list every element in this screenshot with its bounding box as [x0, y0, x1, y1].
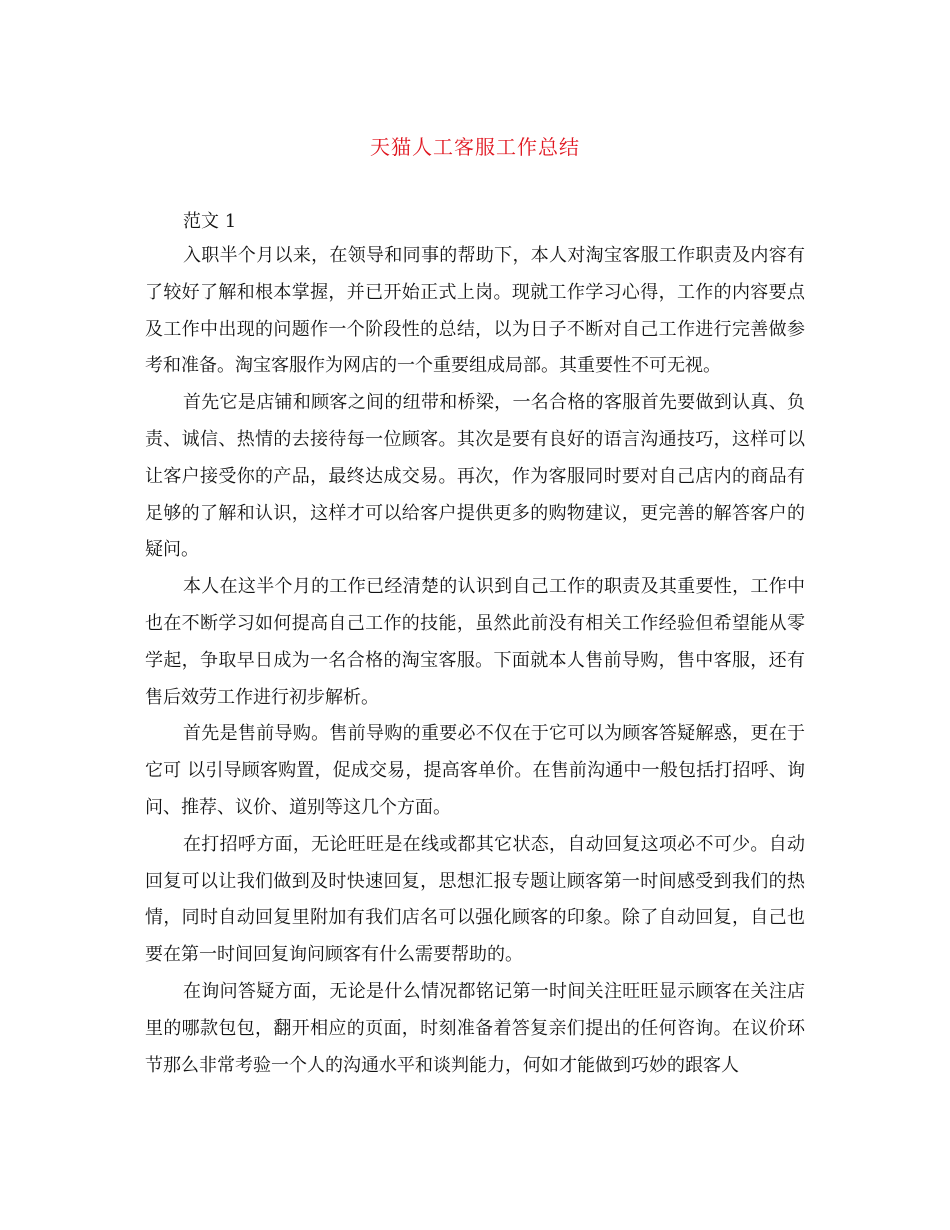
paragraph: 首先它是店铺和顾客之间的纽带和桥梁，一名合格的客服首先要做到认真、负责、诚信、热情的去接待每一位顾客。其次是要有良好的语言沟通技巧，这样可以让客户接受你的产品，最终达成交易。再次，作为客服同时要对自己店内的商品有足够的了解和认识，这样才可以给客户提供更多的购物建议，更完善的解答客户的疑问。: [145, 392, 805, 561]
document-body: [145, 238, 805, 1084]
paragraph: 在询问答疑方面，无论是什么情况都铭记第一时间关注旺旺显示顾客在关注店里的哪款包包，翻开相应的页面，时刻准备着答复亲们提出的任何咨询。在议价环节那么非常考验一个人的沟通水平和谈判能力，何如才能做到巧妙的跟客人: [145, 980, 805, 1076]
section-label: 范文 1: [183, 211, 237, 232]
paragraph: 在打招呼方面，无论旺旺是在线或都其它状态，自动回复这项必不可少。自动回复可以让我们做到及时快速回复，思想汇报专题让顾客第一时间感受到我们的热情，同时自动回复里附加有我们店名可以强化顾客的印象。除了自动回复，自己也要在第一时间回复询问顾客有什么需要帮助的。: [145, 833, 805, 966]
paragraph: 本人在这半个月的工作已经清楚的认识到自己工作的职责及其重要性，工作中也在不断学习如何提高自己工作的技能，虽然此前没有相关工作经验但希望能从零学起，争取早日成为一名合格的淘宝客服。下面就本人售前导购，售中客服，还有售后效劳工作进行初步解析。: [145, 576, 805, 708]
paragraph: 首先是售前导购。售前导购的重要必不仅在于它可以为顾客答疑解惑，更在于它可 以引导顾客购置，促成交易，提高客单价。在售前沟通中一般包括打招呼、询问、推荐、议价、道别等这几个方面。: [145, 723, 805, 818]
paragraph: 入职半个月以来，在领导和同事的帮助下，本人对淘宝客服工作职责及内容有了较好了解和根本掌握，并已开始正式上岗。现就工作学习心得，工作的内容要点及工作中出现的问题作一个阶段性的总结，以为日子不断对自己工作进行完善做参考和准备。淘宝客服作为网店的一个重要组成局部。其重要性不可无视。: [145, 245, 805, 377]
document-title: 天猫人工客服工作总结: [370, 135, 580, 159]
